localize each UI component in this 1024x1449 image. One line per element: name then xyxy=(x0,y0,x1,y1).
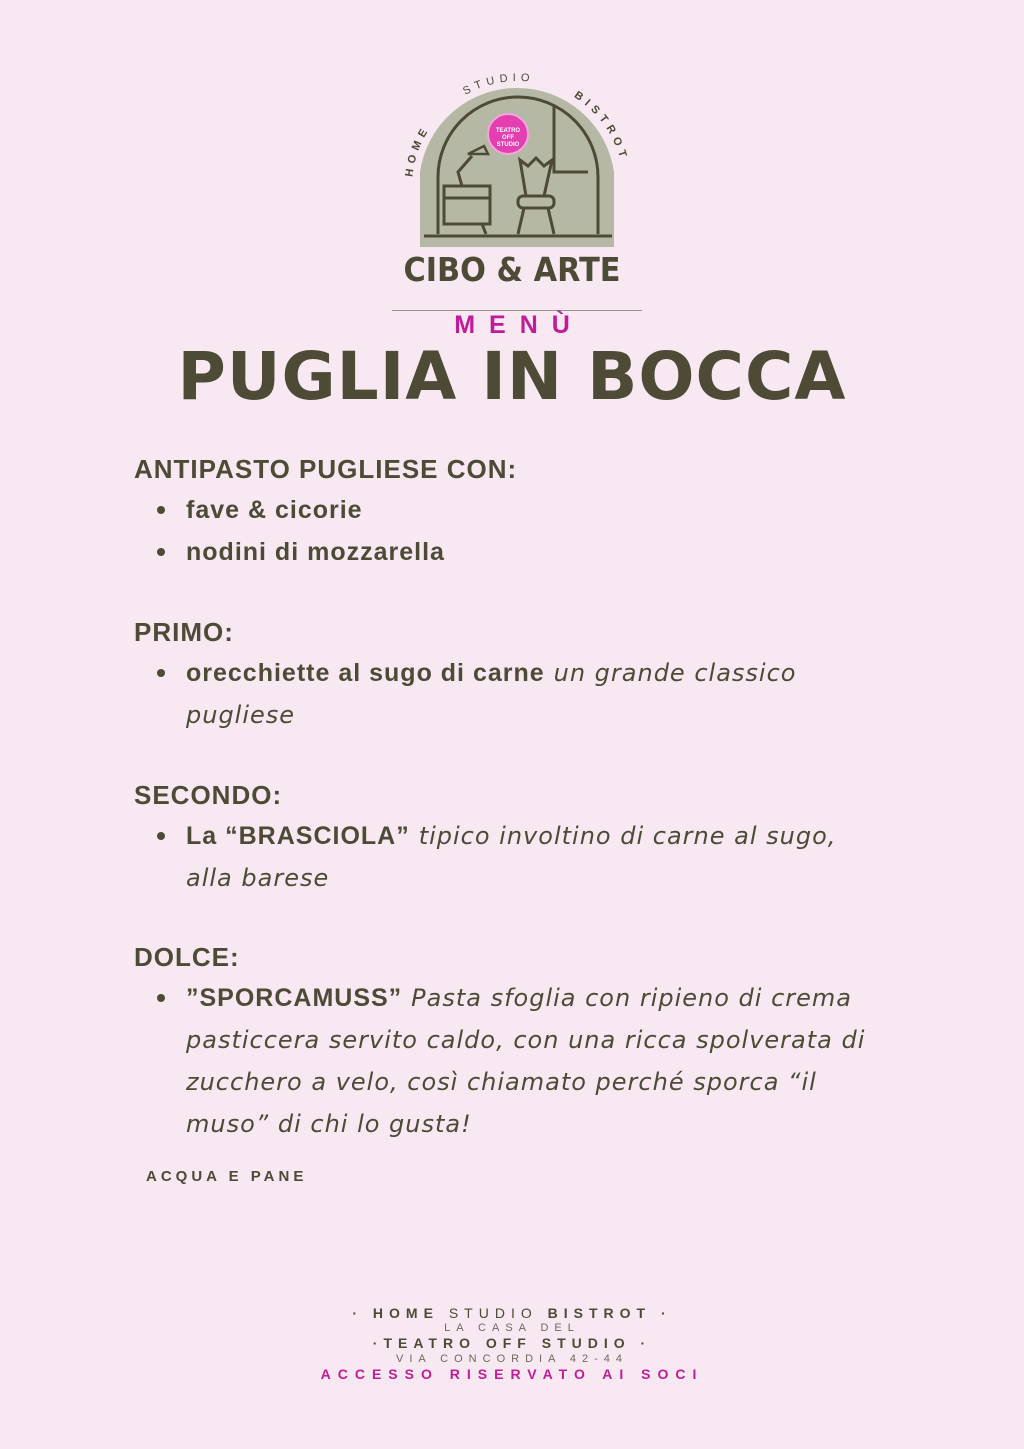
footer-address: VIA CONCORDIA 42-44 xyxy=(396,1353,628,1365)
section-heading: PRIMO: xyxy=(134,617,234,647)
dish-description: un grande classico pugliese xyxy=(186,659,797,729)
section-heading: ANTIPASTO PUGLIESE CON: xyxy=(134,454,518,484)
page-title: PUGLIA IN BOCCA xyxy=(177,338,847,415)
brand-name: CIBO & ARTE xyxy=(403,250,621,289)
footer-access: ACCESSO RISERVATO AI SOCI xyxy=(320,1366,704,1382)
dish-name: La “BRASCIOLA” xyxy=(186,822,410,850)
footer-bistrot-word: BISTROT · xyxy=(547,1305,672,1321)
bullet-icon xyxy=(157,832,165,840)
section-primo xyxy=(134,612,894,736)
logo-arc-left: HOME xyxy=(403,122,433,178)
footer-bistrot xyxy=(0,1305,1024,1321)
bullet-icon xyxy=(157,548,165,556)
section-heading: SECONDO: xyxy=(134,780,283,810)
dish-description: Pasta sfoglia con ripieno di crema pasticcera servito caldo, con una ricca spolverata di zucchero a velo, così chiamato perché sporca “il muso” di chi lo gusta! xyxy=(186,984,866,1138)
svg-text:TEATROOFFSTUDIO: TEATRO OFF STUDIO xyxy=(495,128,521,148)
list-item xyxy=(134,652,806,736)
teatro-badge-icon xyxy=(488,114,528,154)
footer-teatro: ·TEATRO OFF STUDIO · xyxy=(372,1335,652,1351)
footer-home: · HOME xyxy=(352,1305,439,1321)
footer-casa: LA CASA DEL xyxy=(444,1322,580,1334)
section-dolce xyxy=(134,937,894,1145)
bullet-icon xyxy=(157,506,165,514)
list-item xyxy=(134,977,886,1145)
logo-arc-right: BISTROT xyxy=(571,89,630,164)
bullet-icon xyxy=(157,994,165,1002)
dish-name: orecchiette al sugo di carne xyxy=(186,659,545,687)
footer-studio: STUDIO xyxy=(448,1305,538,1321)
dish-description: tipico involtino di carne al sugo, alla barese xyxy=(186,822,837,892)
extra-note: ACQUA E PANE xyxy=(146,1168,308,1185)
section-antipasto xyxy=(134,449,894,573)
dish-name: fave & cicorie xyxy=(186,496,363,524)
bistrot-logo xyxy=(392,62,644,252)
bullet-icon xyxy=(157,669,165,677)
list-item xyxy=(134,489,894,531)
section-secondo xyxy=(134,775,894,899)
logo-arc-top: STUDIO xyxy=(461,71,535,98)
list-item xyxy=(134,815,846,899)
section-heading: DOLCE: xyxy=(134,942,240,972)
dish-name: nodini di mozzarella xyxy=(186,538,445,566)
list-item xyxy=(134,531,894,573)
menu-label: MENÙ xyxy=(454,311,584,339)
dish-name: ”SPORCAMUSS” xyxy=(186,984,403,1012)
